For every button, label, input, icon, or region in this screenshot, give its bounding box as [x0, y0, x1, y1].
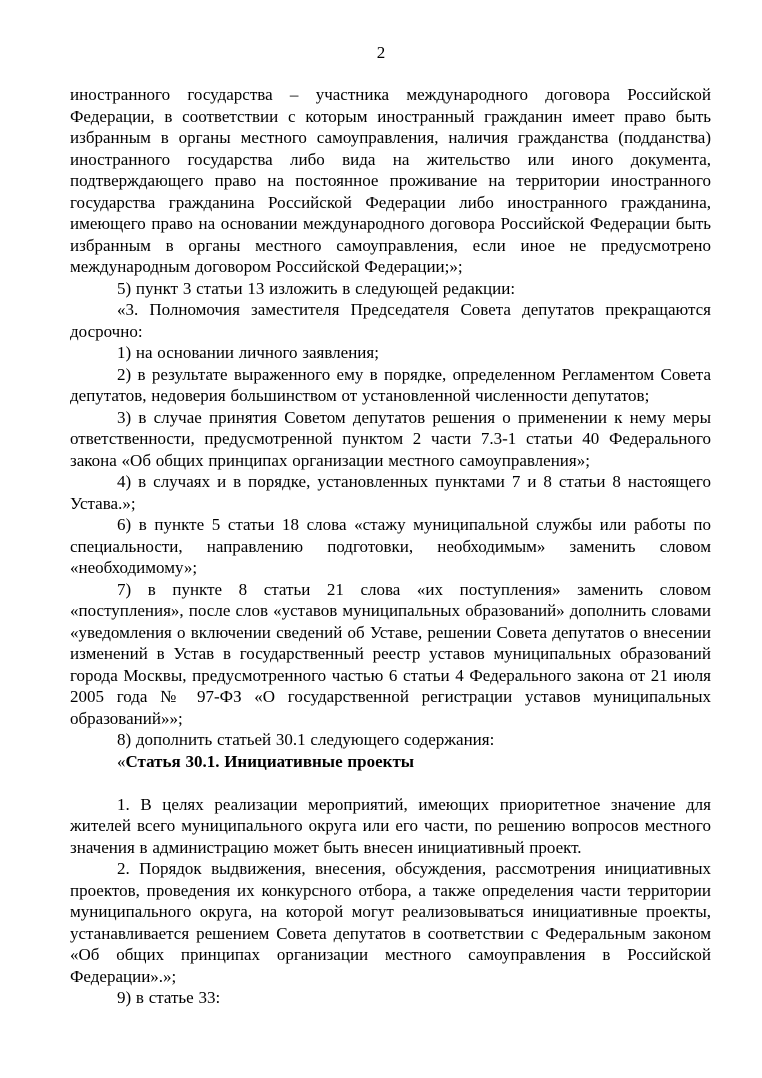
paragraph-subitem-1: 1) на основании личного заявления; — [117, 343, 379, 362]
paragraph-continuation: иностранного государства – участника международного договора Российской Федерации, в соответствии с которым иностранный гражданин имеет право быть избранным в органы местного самоуправления, наличия гражданства (подданства) иностранного государства либо вида на жительство или иного документа, подтверждающего право на постоянное проживание на территории иностранного государства гражданина Российской Федерации либо иностранного гражданина, имеющего право на основании международного договора Российской Федерации быть избранным в органы местного самоуправления, если иное не предусмотрено международным договором Российской Федерации;»; — [70, 85, 711, 276]
heading-quote-mark: « — [117, 751, 126, 771]
paragraph-item-6: 6) в пункте 5 статьи 18 слова «стажу муниципальной службы или работы по специальности, направлению подготовки, необходимым» заменить словом «необходимому»; — [70, 515, 711, 577]
paragraph-item-8: 8) дополнить статьей 30.1 следующего содержания: — [117, 730, 495, 749]
document-body — [70, 84, 711, 1009]
paragraph-item-7: 7) в пункте 8 статьи 21 слова «их поступления» заменить словом «поступления», после слов «уставов муниципальных образований» дополнить словами «уведомления о включении сведений об Уставе, решении Совета депутатов о внесении изменений в Устав в государственный реестр уставов муниципальных образований города Москвы, предусмотренного частью 6 статьи 4 Федерального закона от 21 июля 2005 года № 97-ФЗ «О государственной регистрации уставов муниципальных образований»»; — [70, 579, 711, 728]
paragraph-subitem-2: 2) в результате выраженного ему в порядке, определенном Регламентом Совета депутатов, недоверия большинством от установленной численности депутатов; — [70, 364, 711, 405]
page-number: 2 — [376, 43, 386, 62]
article-30-1-heading — [70, 751, 711, 773]
paragraph-item-9: 9) в статье 33: — [117, 988, 221, 1007]
paragraph-item-5: 5) пункт 3 статьи 13 изложить в следующей редакции: — [117, 278, 516, 298]
paragraph-clause-3-intro: «3. Полномочия заместителя Председателя Совета депутатов прекращаются досрочно: — [70, 300, 711, 341]
paragraph-subitem-3: 3) в случае принятия Советом депутатов решения о применении к нему меры ответственности, предусмотренной пунктом 2 части 7.3-1 статьи 40 Федерального закона «Об общих принципах организации местного самоуправления»; — [70, 407, 711, 470]
paragraph-subitem-4: 4) в случаях и в порядке, установленных пунктами 7 и 8 статьи 8 настоящего Устава.»; — [70, 472, 711, 513]
heading-title: Статья 30.1. Инициативные проекты — [125, 751, 415, 771]
paragraph-article-point-2: 2. Порядок выдвижения, внесения, обсуждения, рассмотрения инициативных проектов, проведения их конкурсного отбора, а также определения части территории муниципального округа, на которой могут реализовываться инициативные проекты, устанавливается решением Совета депутатов в соответствии с Федеральным законом «Об общих принципах организации местного самоуправления в Российской Федерации».»; — [70, 859, 711, 986]
paragraph-article-point-1: 1. В целях реализации мероприятий, имеющих приоритетное значение для жителей всего муниципального округа или его части, по решению вопросов местного значения в администрацию может быть внесен инициативный проект. — [70, 794, 711, 857]
